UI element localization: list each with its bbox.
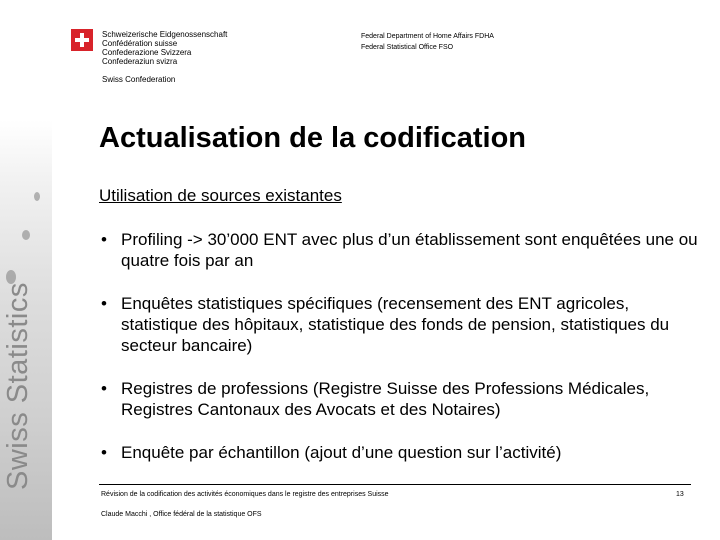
swiss-statistics-label: Swiss Statistics — [2, 282, 34, 490]
confederation-line: Confederazione Svizzera — [102, 48, 192, 57]
confederation-block — [102, 30, 227, 84]
footer-divider — [99, 484, 691, 485]
confederation-line: Schweizerische Eidgenossenschaft — [102, 30, 228, 39]
bullet-list — [99, 229, 709, 485]
bullet-item: • Profiling -> 30’000 ENT avec plus d’un établissement sont enquêtées une ou quatre fois par an — [99, 229, 709, 271]
department-block — [361, 31, 494, 53]
bullet-item: • Registres de professions (Registre Suisse des Professions Médicales, Registres Cantonaux des Avocats et des Notaires) — [99, 378, 709, 420]
footer-presentation-title: Révision de la codification des activités économiques dans le registre des entreprises Suisse — [101, 491, 389, 498]
swiss-flag-icon — [71, 29, 93, 51]
confederation-line: Confédération suisse — [102, 39, 178, 48]
office-name: Federal Statistical Office FSO — [361, 44, 454, 51]
department-name: Federal Department of Home Affairs FDHA — [361, 33, 494, 40]
slide-title: Actualisation de la codification — [99, 122, 527, 154]
bullet-item: • Enquêtes statistiques spécifiques (recensement des ENT agricoles, statistique des hôpitaux, statistique des fonds de pension, statistiques du secteur bancaire) — [99, 293, 709, 356]
decorative-figure — [34, 192, 40, 201]
confederation-line: Confederaziun svizra — [102, 57, 178, 66]
slide-subtitle: Utilisation de sources existantes — [99, 186, 342, 205]
page-number: 13 — [676, 491, 684, 498]
footer-author: Claude Macchi , Office fédéral de la statistique OFS — [101, 511, 262, 518]
confederation-english: Swiss Confederation — [102, 75, 176, 84]
bullet-item: • Enquête par échantillon (ajout d’une question sur l’activité) — [99, 442, 709, 463]
decorative-figure — [22, 230, 30, 240]
